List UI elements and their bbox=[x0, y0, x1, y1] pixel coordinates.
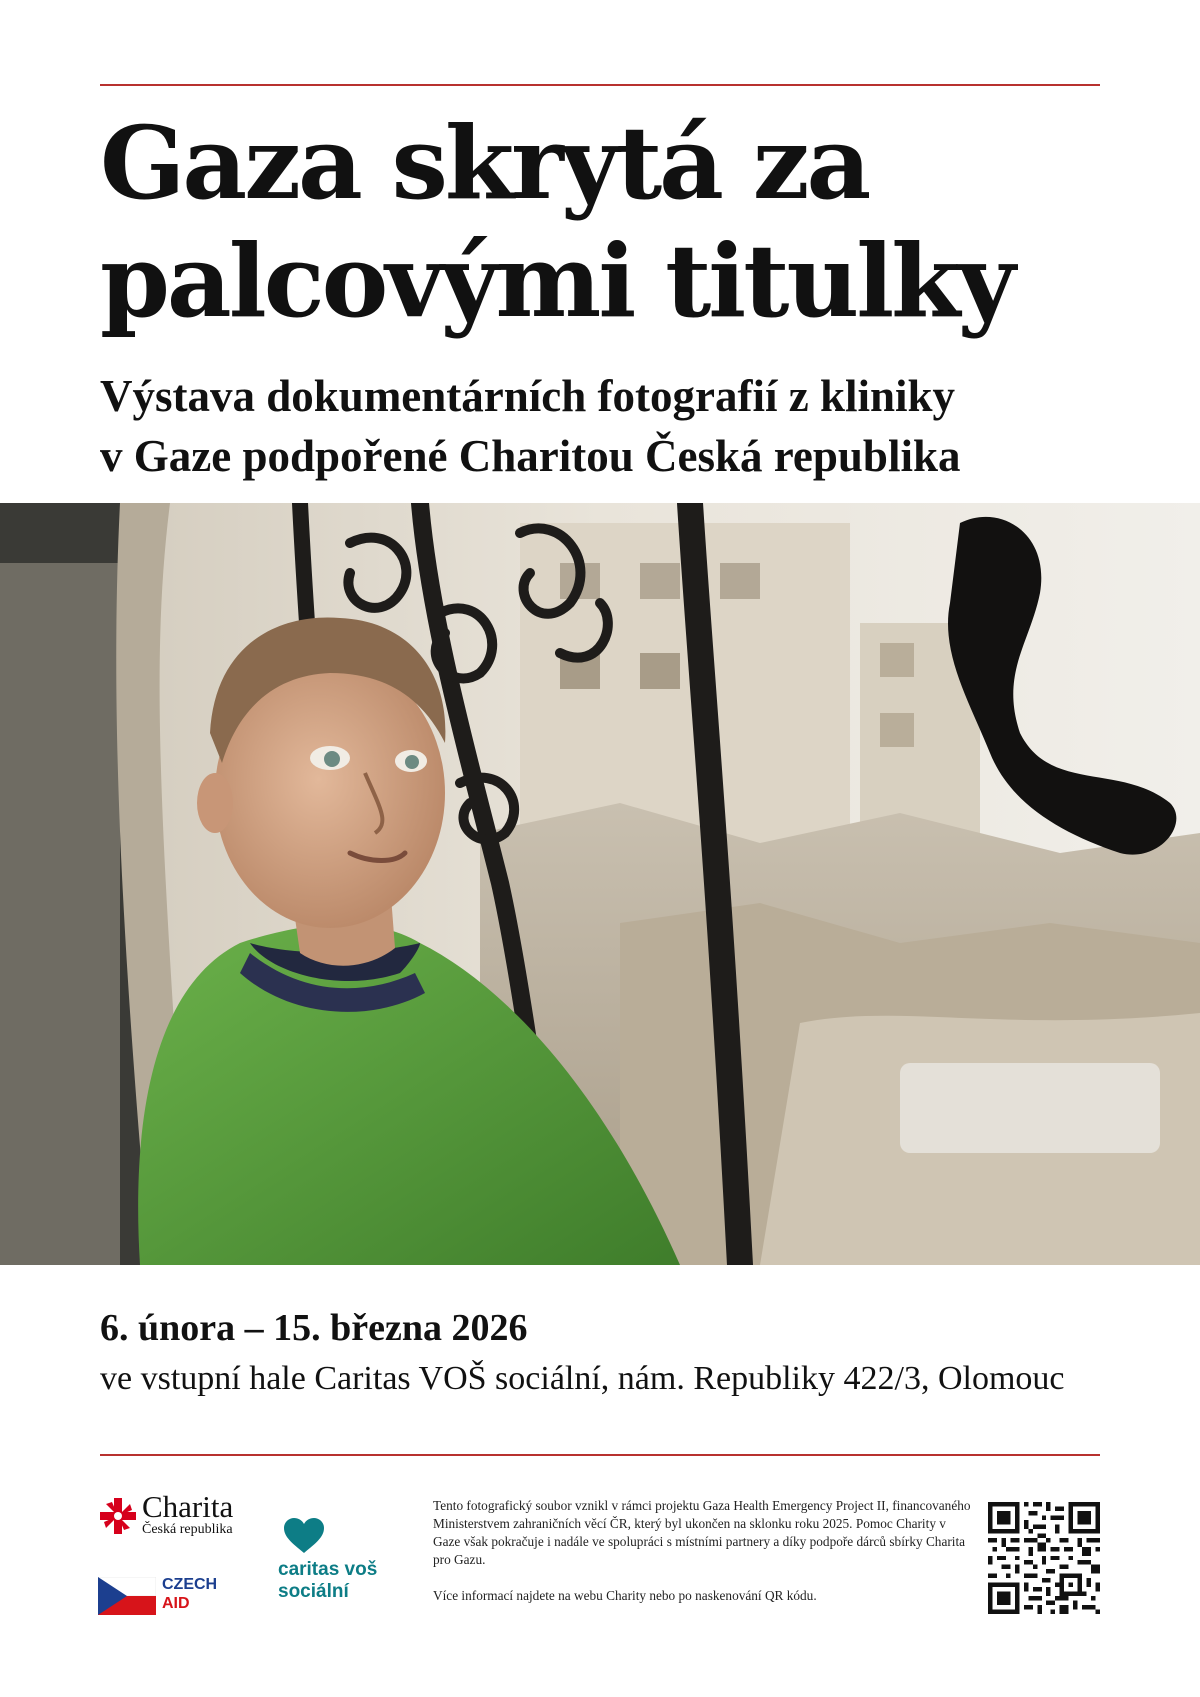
caritas-line-1: caritas voš bbox=[278, 1559, 378, 1580]
subtitle-line-1: Výstava dokumentárních fotografií z kliniky bbox=[100, 371, 956, 421]
top-divider bbox=[100, 84, 1100, 86]
poster-title bbox=[100, 104, 1110, 340]
caritas-line-2: sociální bbox=[278, 1581, 349, 1602]
project-info bbox=[433, 1497, 973, 1605]
czech-aid-line-2: AID bbox=[162, 1595, 190, 1612]
exhibition-photo bbox=[0, 503, 1200, 1265]
charita-cross-icon bbox=[98, 1496, 138, 1536]
subtitle-line-2: v Gaze podpořené Charitou Česká republika bbox=[100, 431, 961, 481]
qr-code-icon[interactable] bbox=[988, 1502, 1100, 1614]
czech-aid-text bbox=[162, 1575, 217, 1613]
poster-subtitle bbox=[100, 366, 1110, 486]
charita-subtitle: Česká republika bbox=[142, 1522, 233, 1537]
title-line-2: palcovými titulky bbox=[100, 222, 1013, 340]
charita-logo bbox=[98, 1489, 258, 1538]
title-line-1: Gaza skrytá za bbox=[100, 104, 869, 222]
heart-icon bbox=[282, 1517, 326, 1555]
czech-aid-line-1: CZECH bbox=[162, 1576, 218, 1593]
caritas-text bbox=[278, 1559, 377, 1603]
czech-aid-logo bbox=[98, 1575, 238, 1619]
project-info-paragraph: Tento fotografický soubor vznikl v rámci projektu Gaza Health Emergency Project II, financovaného Ministerstvem zahraničních věcí ČR, který byl ukončen na sklonku roku 2025. Pomoc Charity v Gaze však pokračuje i nadále ve spolupráci s místními partnery a díky podpoře dárců sbírky Charita pro Gazu. bbox=[433, 1498, 971, 1567]
exhibition-dates: 6. února – 15. března 2026 bbox=[100, 1307, 528, 1349]
charita-name: Charita bbox=[142, 1489, 234, 1524]
czech-flag-icon bbox=[98, 1577, 156, 1615]
caritas-vos-logo bbox=[278, 1517, 408, 1607]
bottom-divider bbox=[100, 1454, 1100, 1456]
more-info-paragraph: Více informací najdete na webu Charity nebo po naskenování QR kódu. bbox=[433, 1588, 817, 1603]
exhibition-venue: ve vstupní hale Caritas VOŠ sociální, nám. Republiky 422/3, Olomouc bbox=[100, 1360, 1065, 1397]
